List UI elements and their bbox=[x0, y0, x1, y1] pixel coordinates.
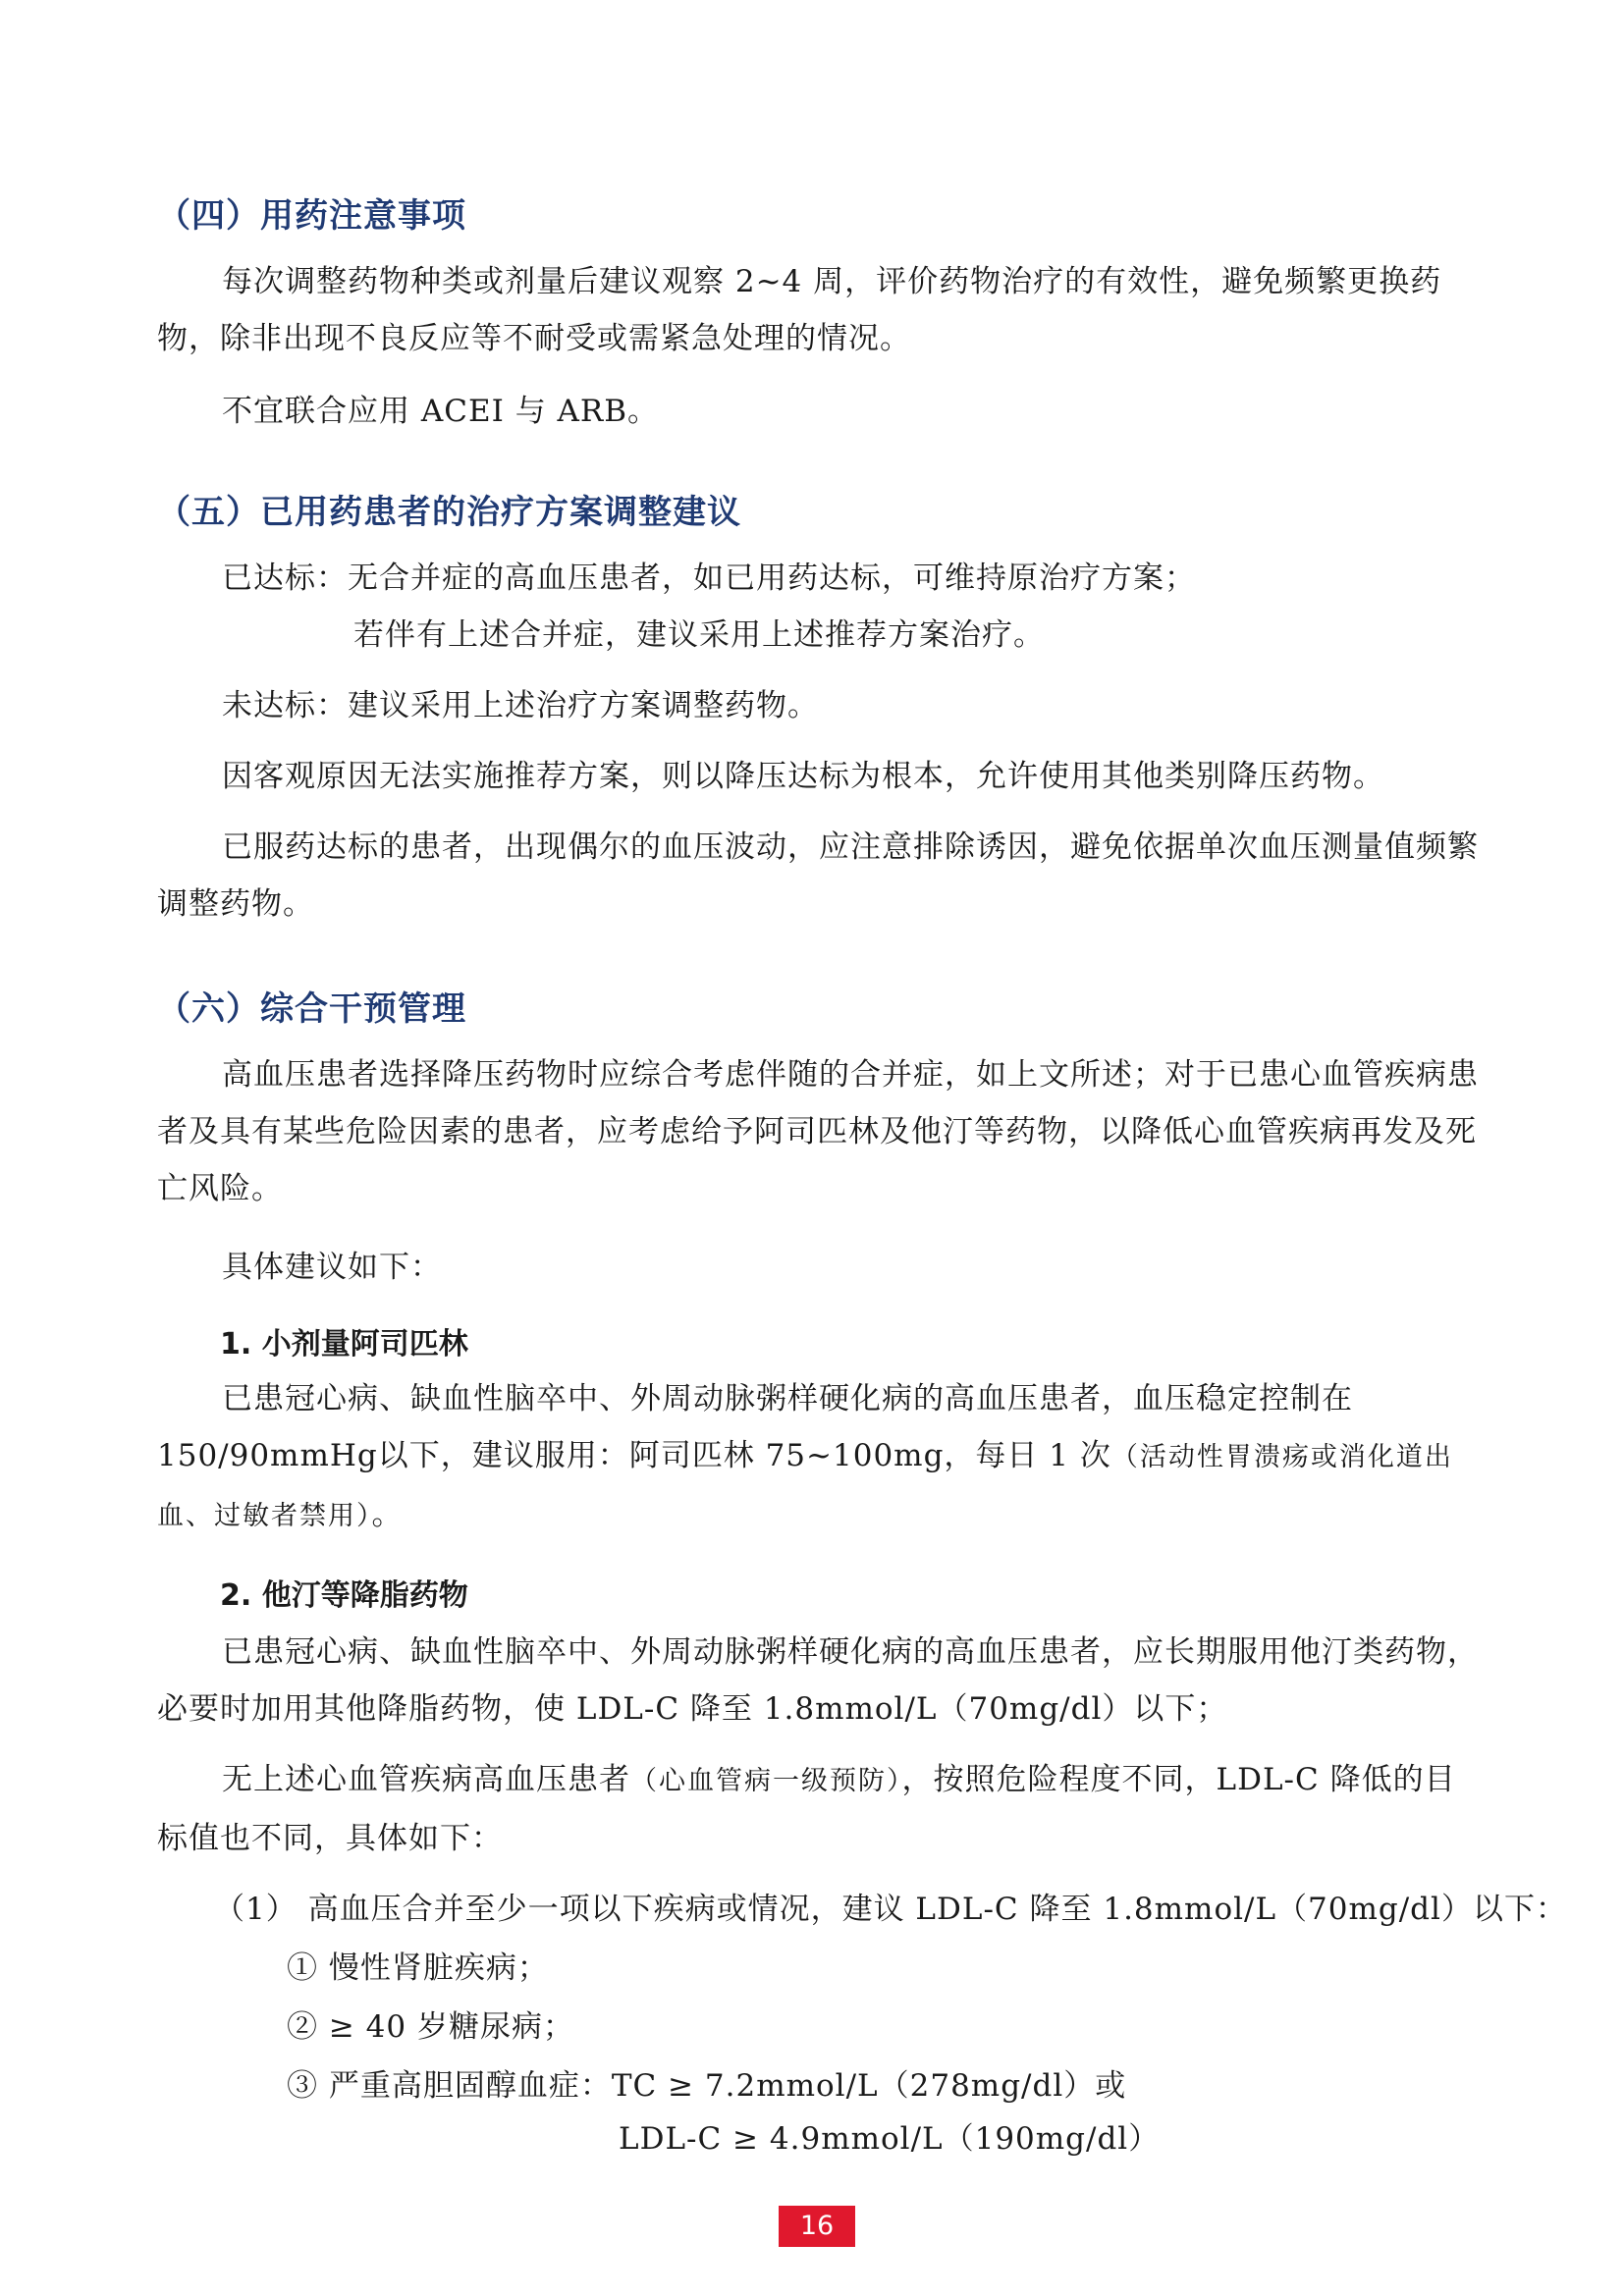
statin-p2-start: 无上述心血管疾病高血压患者 bbox=[222, 1762, 630, 1797]
list-item: ① 慢性肾脏疾病； bbox=[287, 1950, 549, 1986]
section-heading-4: （四）用药注意事项 bbox=[157, 196, 466, 236]
list-item: （1） 高血压合并至少一项以下疾病或情况，建议 LDL-C 降至 1.8mmol/L（70mg/dl）以下： bbox=[214, 1892, 1567, 1927]
subheading-statin: 2. 他汀等降脂药物 bbox=[220, 1578, 468, 1613]
paragraph-aspirin bbox=[157, 1370, 1483, 1545]
list-item: ② ≥ 40 岁糖尿病； bbox=[287, 2009, 574, 2045]
reached-label: 已达标： bbox=[222, 561, 348, 596]
list-item-continuation: LDL-C ≥ 4.9mmol/L（190mg/dl） bbox=[619, 2121, 1161, 2157]
paragraph bbox=[157, 1751, 1483, 1867]
not-reached-line: 未达标：建议采用上述治疗方案调整药物。 bbox=[222, 688, 819, 723]
paragraph: 具体建议如下： bbox=[222, 1250, 442, 1285]
paragraph: 不宜联合应用 ACEI 与 ARB。 bbox=[222, 394, 660, 429]
section-heading-5: （五）已用药患者的治疗方案调整建议 bbox=[157, 493, 741, 532]
aspirin-note: （活动性胃溃疡或消化道出血、过敏者禁用） bbox=[157, 1442, 1453, 1531]
reached-text: 无合并症的高血压患者，如已用药达标，可维持原治疗方案； bbox=[348, 561, 1196, 596]
paragraph: 每次调整药物种类或剂量后建议观察 2~4 周，评价药物治疗的有效性，避免频繁更换药物，除非出现不良反应等不耐受或需紧急处理的情况。 bbox=[157, 264, 1442, 356]
paragraph: 已患冠心病、缺血性脑卒中、外周动脉粥样硬化病的高血压患者，应长期服用他汀类药物，必要时加用其他降脂药物，使 LDL-C 降至 1.8mmol/L（70mg/dl）以下； bbox=[157, 1634, 1479, 1727]
statin-p2-end: ，按照危险程度不同，LDL-C 降低的目标值也不同，具体如下： bbox=[157, 1762, 1456, 1856]
aspirin-end: 。 bbox=[371, 1497, 404, 1532]
paragraph: 因客观原因无法实施推荐方案，则以降压达标为根本，允许使用其他类别降压药物。 bbox=[222, 759, 1384, 794]
paragraph: 已服药达标的患者，出现偶尔的血压波动，应注意排除诱因，避免依据单次血压测量值频繁调整药物。 bbox=[157, 829, 1479, 922]
paragraph: 高血压患者选择降压药物时应综合考虑伴随的合并症，如上文所述；对于已患心血管疾病患者及具有某些危险因素的患者，应考虑给予阿司匹林及他汀等药物，以降低心血管疾病再发及死亡风险。 bbox=[157, 1057, 1479, 1206]
page-number-badge: 16 bbox=[779, 2206, 855, 2247]
list-item: ③ 严重高胆固醇血症：TC ≥ 7.2mmol/L（278mg/dl）或 bbox=[287, 2068, 1127, 2104]
statin-p2-note: （心血管病一级预防） bbox=[630, 1766, 902, 1796]
subheading-aspirin: 1. 小剂量阿司匹林 bbox=[220, 1327, 468, 1362]
reached-line-1 bbox=[222, 550, 1196, 607]
section-heading-6: （六）综合干预管理 bbox=[157, 989, 466, 1029]
aspirin-text: 已患冠心病、缺血性脑卒中、外周动脉粥样硬化病的高血压患者，血压稳定控制在150/90mmHg以下，建议服用：阿司匹林 75~100mg，每日 1 次 bbox=[157, 1381, 1353, 1473]
reached-line-2: 若伴有上述合并症，建议采用上述推荐方案治疗。 bbox=[353, 617, 1045, 653]
